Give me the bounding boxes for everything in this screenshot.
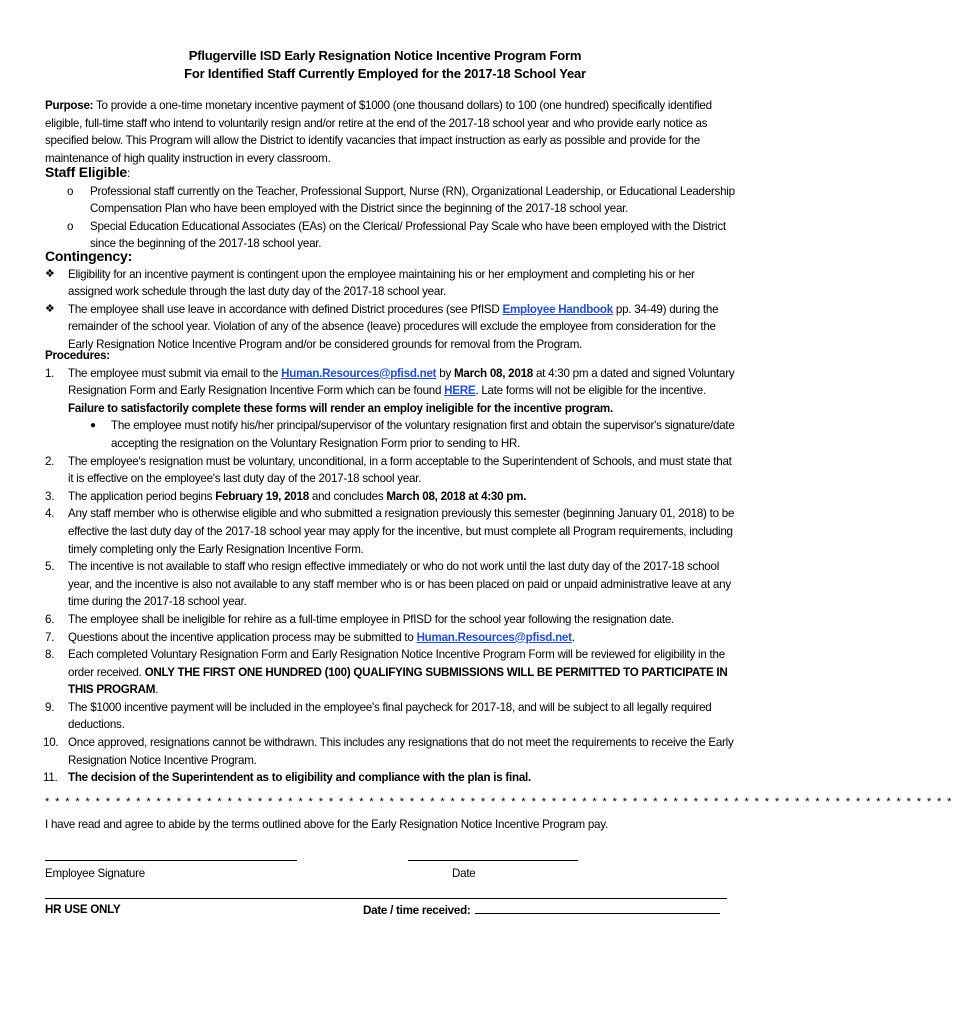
procedure-number: 11. [43, 771, 58, 785]
date-time-received-blank[interactable] [475, 901, 720, 914]
procedure-number: 2. [45, 454, 55, 468]
procedure-text: The employee's resignation must be voluntary, unconditional, in a form acceptable to the Superintendent of Schools, and must state that it is effective on the employee's last duty day of the 2017-18 school year. [68, 454, 732, 486]
procedure-number: 9. [45, 700, 55, 714]
contingency-item-1: Eligibility for an incentive payment is contingent upon the employee maintaining his or her employment and completing his or her assigned work schedule through the last duty day of the 2017-18 school year. [68, 267, 695, 299]
staff-eligible-colon: : [127, 167, 130, 180]
procedure-1-sublist [68, 417, 735, 452]
procedure-number: 5. [45, 560, 55, 574]
date-label: Date [452, 867, 476, 880]
procedure-text: Any staff member who is otherwise eligible and who submitted a resignation previously this semester (beginning January 01, 2018) to be effective the last duty day of the 2017-18 school year may apply for the incentive, but must complete all Program requirements, including timely completing only the Early Resignation Incentive Form. [68, 507, 735, 556]
procedure-1-sub-text: The employee must notify his/her principal/supervisor of the voluntary resignation first and obtain the supervisor's signature/date accepting the resignation on the Voluntary Resignation Form prior to sending to HR. [111, 419, 735, 450]
list-item [45, 183, 735, 218]
procedures-list [45, 365, 735, 787]
diamond-bullet-icon: ❖ [45, 267, 55, 280]
separator: * * * * * * * * * * * * * * * * * * * * * * * * * * * * * * * * * * * * * * * * * * * * * * * * * * * * * * * * * * * * * * * * * * * * * * * * * * * * * * * * * * * * * * * * * * [45, 796, 953, 808]
hr-use-only-label: HR USE ONLY [45, 903, 121, 916]
contingency-list [45, 266, 735, 354]
date-time-received-label: Date / time received: [363, 904, 471, 917]
procedure-text: Once approved, resignations cannot be withdrawn. This includes any resignations that do not meet the requirements to receive the Early Resignation Notice Incentive Program. [68, 736, 734, 767]
procedures-heading: Procedures: [45, 349, 110, 362]
end-date: March 08, 2018 at 4:30 pm. [386, 489, 527, 503]
purpose-label: Purpose: [45, 99, 94, 112]
form-title-line-2: For Identified Staff Currently Employed for the 2017-18 School Year [184, 66, 586, 81]
procedure-number: 8. [45, 648, 55, 662]
contingency-section [45, 248, 735, 354]
procedure-item-2 [45, 453, 735, 488]
staff-eligible-list [45, 183, 735, 253]
procedure-number: 10. [43, 736, 59, 750]
procedure-text: and concludes [308, 489, 387, 503]
dot-bullet-icon: ● [90, 420, 96, 432]
contingency-heading: Contingency: [45, 248, 133, 264]
staff-eligible-section [45, 164, 735, 253]
procedure-emphasis: ONLY THE FIRST ONE HUNDRED (100) QUALIFYING SUBMISSIONS WILL BE PERMITTED TO PARTICIPATE IN THIS PROGRAM [68, 665, 728, 697]
contingency-item-2-text: The employee shall use leave in accordance with defined District procedures (see PfISD [68, 302, 503, 316]
agreement-statement: I have read and agree to abide by the terms outlined above for the Early Resignation Notice Incentive Program pay. [45, 818, 608, 831]
purpose-text: To provide a one-time monetary incentive payment of $1000 (one thousand dollars) to 100 (one hundred) specifically identified eligible, full-time staff who intend to voluntarily resign and/or retire at the end of the 2017-18 school year and who provide early notice as specified below. This Program will allow the District to identify vacancies that impact instruction as early as possible and provide for the maintenance of high quality instruction in every classroom. [45, 99, 712, 165]
procedure-number: 4. [45, 507, 55, 521]
circle-bullet-icon: o [67, 219, 74, 233]
procedure-item-6 [45, 611, 735, 629]
procedure-number: 3. [45, 489, 55, 503]
hr-divider [45, 898, 727, 899]
staff-eligible-heading: Staff Eligible [45, 164, 127, 180]
deadline-date: March 08, 2018 [453, 366, 533, 380]
procedure-item-9 [45, 699, 735, 734]
procedure-item-4 [45, 505, 735, 558]
procedure-text: Each completed Voluntary Resignation Form and Early Resignation Notice Incentive Program Form will be reviewed for eligibility in the order received. [68, 648, 725, 679]
procedure-number: 1. [45, 366, 55, 380]
circle-bullet-icon: o [67, 184, 74, 198]
hr-email-link[interactable]: Human.Resources@pfisd.net [281, 366, 437, 380]
procedure-item-5 [45, 558, 735, 611]
procedure-text: The $1000 incentive payment will be included in the employee's final paycheck for 2017-18, and will be subject to all legally required deductions. [68, 700, 712, 732]
procedure-text: The employee shall be ineligible for rehire as a full-time employee in PfISD for the school year following the resignation date. [68, 612, 674, 626]
staff-eligible-item-1: Professional staff currently on the Teacher, Professional Support, Nurse (RN), Organizational Leadership, or Educational Leadership Compensation Plan who have been employed with the District since the beginning of the 2017-18 school year. [90, 184, 735, 216]
procedure-number: 6. [45, 612, 55, 626]
list-item [68, 417, 735, 452]
procedure-item-11 [45, 769, 735, 787]
procedure-item-10 [45, 734, 735, 769]
procedure-item-8 [45, 646, 735, 699]
employee-signature-label: Employee Signature [45, 867, 145, 880]
procedure-text: The incentive is not available to staff who resign effective immediately or who do not work until the last duty day of the 2017-18 school year, and the incentive is also not available to any staff member who is or has been placed on paid or unpaid administrative leave at any time during the 2017-18 school year. [68, 560, 731, 609]
hr-email-link[interactable]: Human.Resources@pfisd.net [416, 630, 572, 644]
forms-here-link[interactable]: HERE [444, 384, 476, 398]
diamond-bullet-icon: ❖ [45, 302, 55, 315]
list-item [45, 301, 735, 354]
date-line[interactable] [408, 860, 578, 861]
employee-signature-line[interactable] [45, 860, 297, 861]
procedures-section [45, 347, 735, 787]
date-time-received-field [363, 901, 720, 920]
procedure-text: Questions about the incentive application process may be submitted to [68, 630, 417, 644]
procedure-text: by [436, 366, 454, 380]
procedure-text: The decision of the Superintendent as to eligibility and compliance with the plan is final. [68, 771, 531, 785]
procedure-text: . Late forms will not be eligible for the incentive. [475, 384, 706, 398]
list-item [45, 266, 735, 301]
form-title-line-1: Pflugerville ISD Early Resignation Notice Incentive Program Form [188, 48, 582, 63]
procedure-text: at 4:30 pm a dated and signed Voluntary Resignation Form and Early Resignation Incentive Form which can be found [68, 366, 735, 398]
procedure-text: . [571, 630, 575, 644]
procedure-number: 7. [45, 630, 55, 644]
procedure-item-1 [45, 365, 735, 453]
procedure-text: The application period begins [68, 489, 216, 503]
procedure-warning: Failure to satisfactorily complete these forms will render an employ ineligible for the incentive program. [68, 401, 613, 415]
procedure-item-7 [45, 629, 735, 647]
employee-handbook-link[interactable]: Employee Handbook [502, 302, 613, 316]
contingency-item-2-tail: pp. 34-49) during the remainder of the school year. Violation of any of the absence (leave) procedures will exclude the employee from consideration for the Early Resignation Notice Incentive Program and/or be considered grounds for removal from the Program. [68, 302, 719, 351]
staff-eligible-item-2: Special Education Educational Associates (EAs) on the Clerical/ Professional Pay Scale who have been employed with the District since the beginning of the 2017-18 school year. [90, 219, 726, 251]
procedure-item-3 [45, 488, 735, 506]
procedure-text: The employee must submit via email to the [68, 366, 282, 380]
start-date: February 19, 2018 [215, 489, 309, 503]
purpose-section [45, 97, 735, 167]
procedure-text: . [155, 683, 159, 697]
